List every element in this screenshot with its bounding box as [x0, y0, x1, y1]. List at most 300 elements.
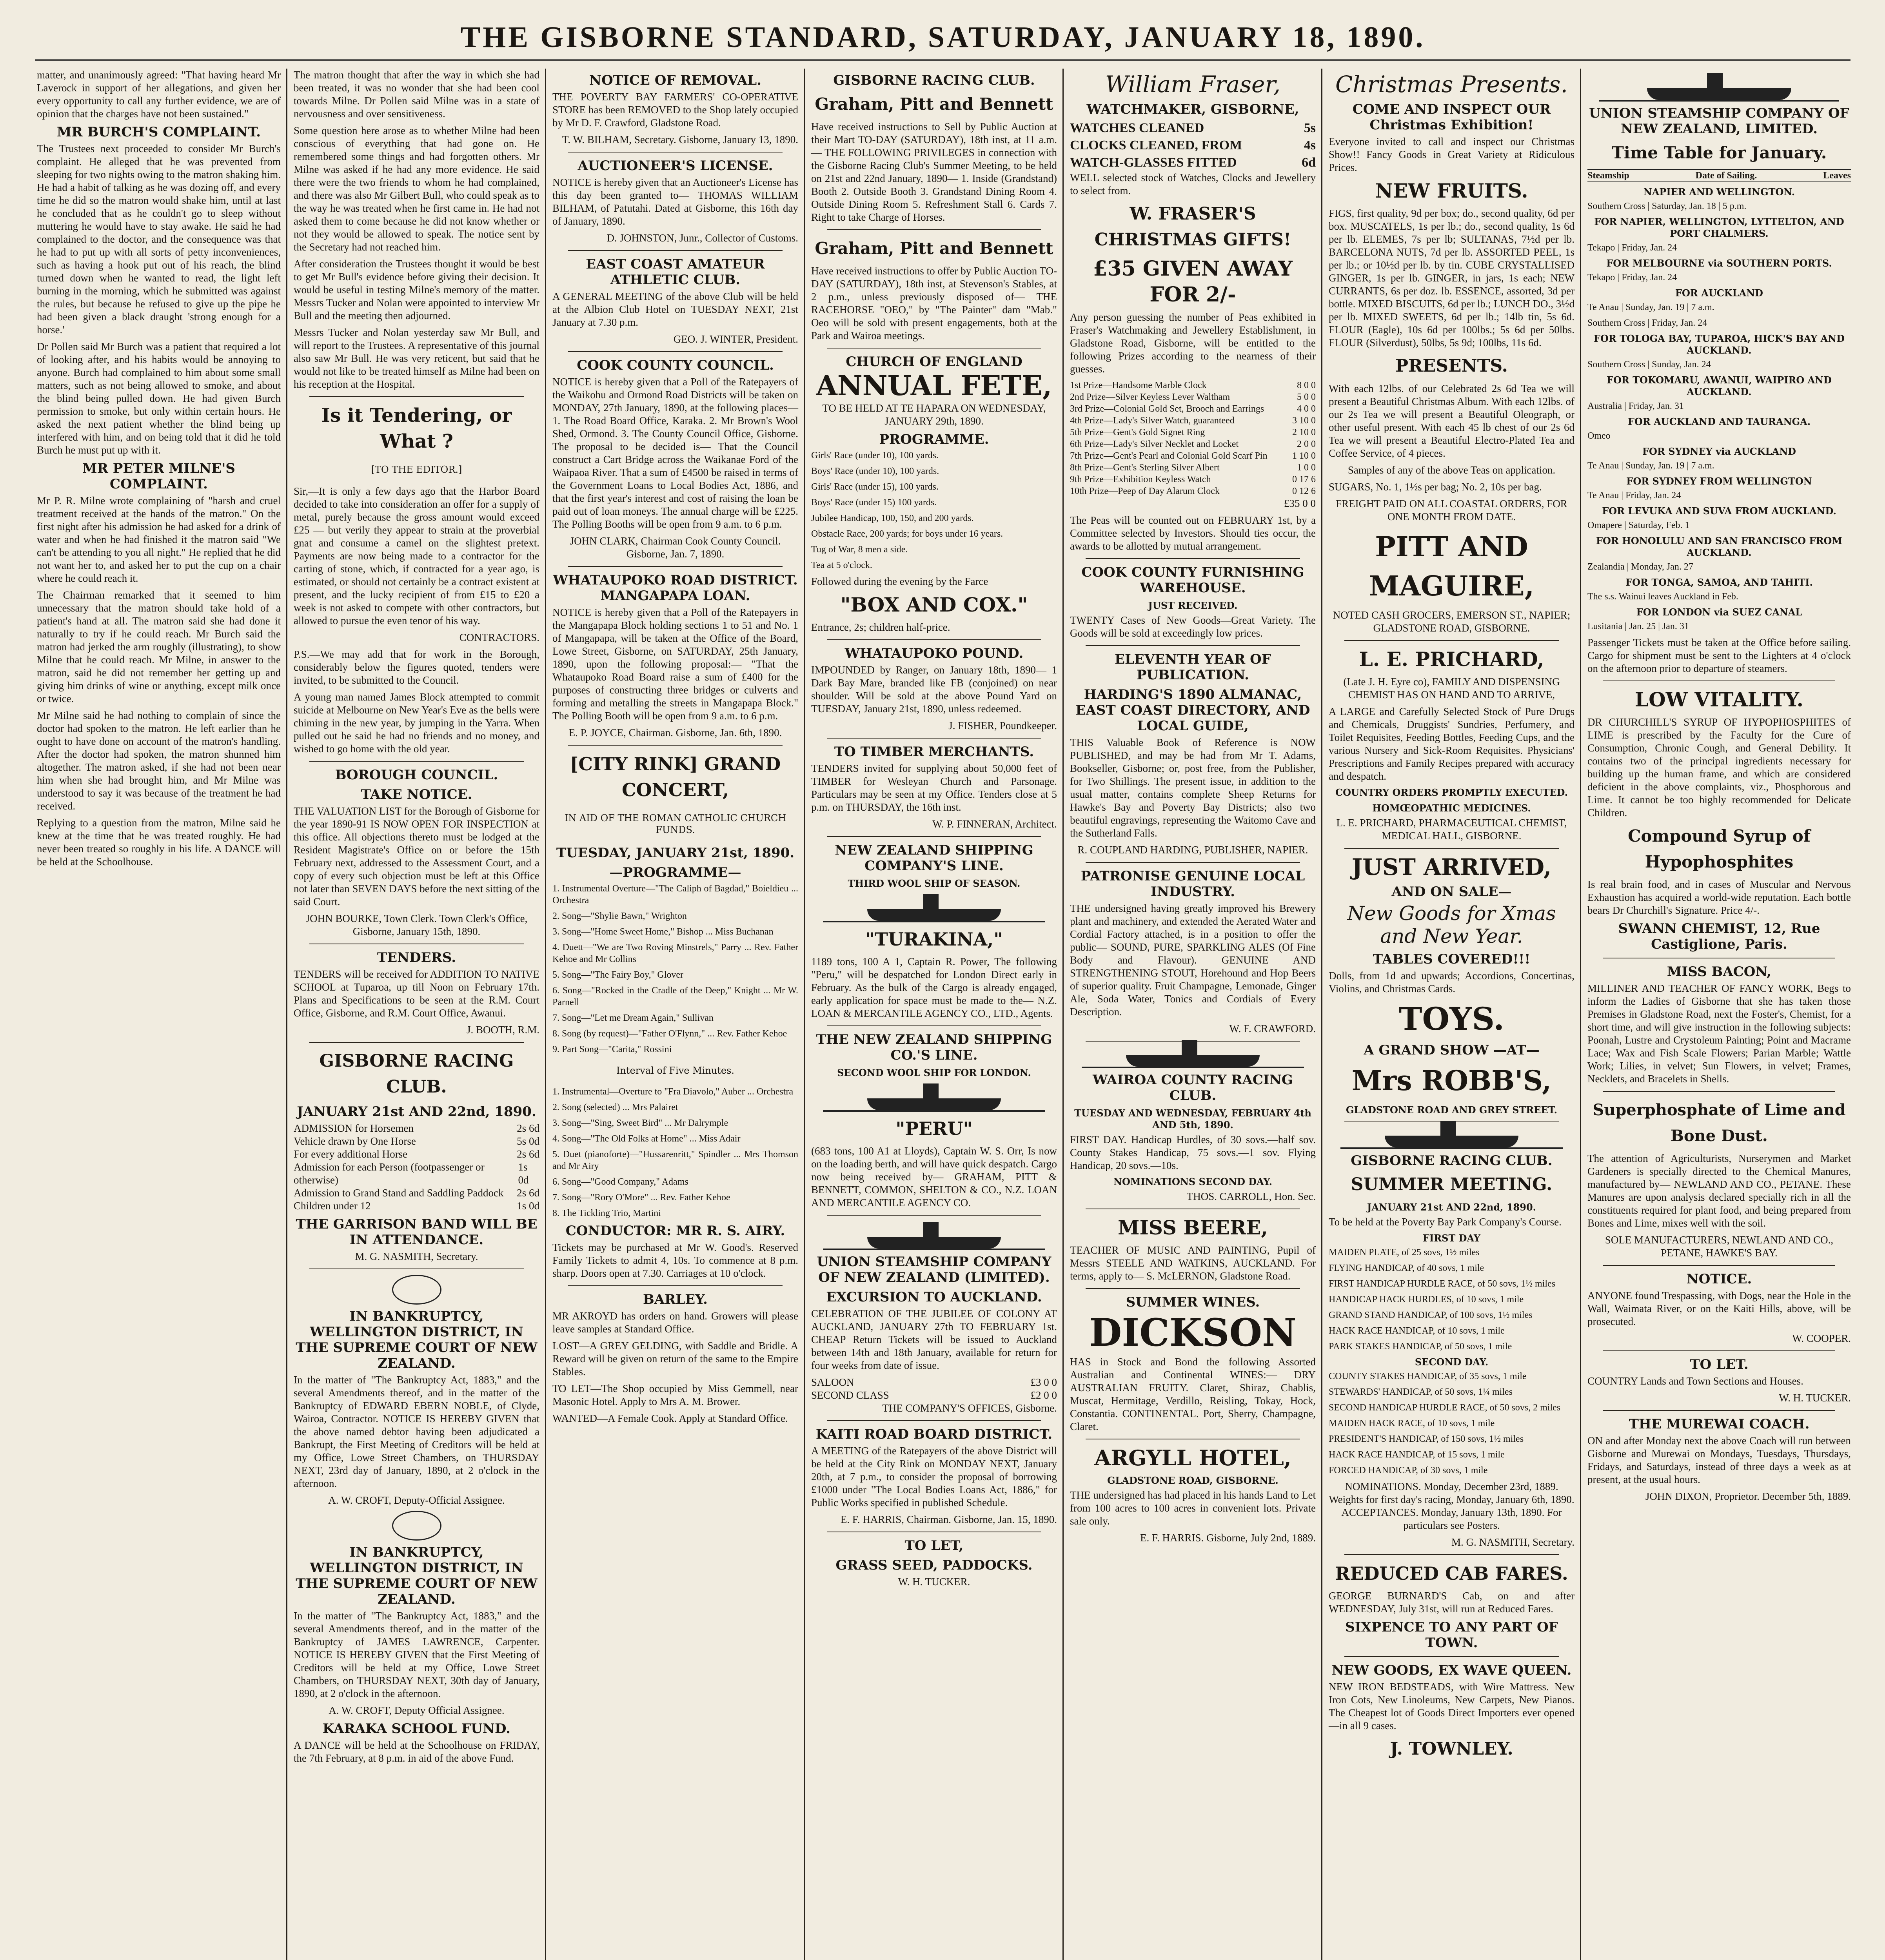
ad-text: TWENTY Cases of New Goods—Great Variety. The Goods will be sold at exceedingly low prices.	[1070, 614, 1316, 639]
ad-signature: W. F. CRAWFORD.	[1229, 1023, 1316, 1034]
ad-text: 1189 tons, 100 A 1, Captain R. Power, The following "Peru," will be despatched for London Direct early in February. As the bulk of the Cargo is already engaged, early application for space must be made to the— N.Z. LOAN & MERCANTILE AGENCY CO., LTD., Agents.	[811, 956, 1057, 1019]
ad-subheading: TABLES COVERED!!!	[1373, 951, 1531, 967]
ad-signature: L. E. PRICHARD, PHARMACEUTICAL CHEMIST, MEDICAL HALL, GISBORNE.	[1336, 817, 1567, 842]
fete-item: Tug of War, 8 men a side.	[811, 544, 908, 555]
programme-item: 1. Instrumental—Overture to "Fra Diavolo," Auber ... Orchestra	[552, 1087, 794, 1097]
letter-text: Sir,—It is only a few days ago that the Harbor Board decided to take into consideration an offer for a supply of metal, purely because the gross amount would exceed £25 — but verily they appear to strain at the proverbial gnat and consume a camel on the slightest pretext. Payments are now being made to a contractor for the carting of stone, which, if contracted for a year ago, is estimated, or should not certainly be a contract existent at present, and the lucky recipient of from £15 to £20 a week is not asked to compete with other contractors, but allowed to pursue the even tenor of his way.	[294, 485, 539, 626]
divider	[568, 566, 783, 567]
programme-heading: —PROGRAMME—	[609, 865, 741, 880]
ad-signature: M. G. NASMITH, Secretary.	[355, 1250, 478, 1262]
price-row: WATCH-GLASSES FITTED 6d	[1070, 155, 1316, 170]
article-text: Mr Milne said he had nothing to complain of since the doctor had spoken to the matron. He left earlier than he ought to have done on account of the matron's handling. After the doctor had spoken, the matron shunned him altogether. The matron asked, if she had not been near him when she had brought him, and Mr Milne was understood to say it was because of the treatment he had received.	[37, 710, 281, 812]
ad-text: TENDERS will be received for ADDITION TO NATIVE SCHOOL at Tuparoa, up till Noon on February 17th. Plans and Specifications to be seen at the R.M. Court Office, Gisborne, and R.M. Court Office, Awanui.	[294, 968, 539, 1019]
divider	[309, 1042, 524, 1043]
hotel-name: ARGYLL HOTEL,	[1094, 1445, 1291, 1470]
divider	[1086, 645, 1300, 646]
route-row: Southern Cross | Friday, Jan. 24	[1587, 318, 1707, 328]
racehorse-engraving	[1082, 1047, 1304, 1068]
farce-title: "BOX AND COX."	[840, 593, 1028, 616]
ad-heading: KAITI ROAD BOARD DISTRICT.	[815, 1426, 1053, 1442]
ad-text: A LARGE and Carefully Selected Stock of Pure Drugs and Chemicals, Druggists' Sundries, Perfumery, and Toilet Requisites, Feeding Bottles, Feeding Cups, and the various Nursery and Sick-Room Requisites. Physicians' Prescriptions and Family Recipes prepared with accuracy and despatch.	[1329, 706, 1574, 782]
ad-heading: Compound Syrup of Hypophosphites	[1628, 826, 1811, 871]
ad-text: LOST—A GREY GELDING, with Saddle and Bridle. A Reward will be given on return of the same to the Empire Stables.	[552, 1340, 798, 1377]
ad-signature: W. COOPER.	[1792, 1332, 1851, 1344]
ad-text: GEORGE BURNARD'S Cab, on and after WEDNESDAY, July 31st, will run at Reduced Fares.	[1329, 1590, 1574, 1615]
divider	[1603, 1091, 1835, 1092]
ad-signature: SOLE MANUFACTURERS, NEWLAND AND CO., PETANE, HAWKE'S BAY.	[1605, 1234, 1834, 1259]
timetable-header: Steamship Date of Sailing. Leaves	[1587, 169, 1851, 182]
teacher-name: MISS BEERE,	[1118, 1216, 1268, 1239]
auctioneer-name: Graham, Pitt and Bennett	[815, 94, 1053, 114]
letter-title: Is it Tendering, or What ?	[321, 405, 512, 452]
ad-text: Any person guessing the number of Peas exhibited in Fraser's Watchmaking and Jewellery Establishment, in Gladstone Road, Gisborne, will be entitled to the following Prizes according to the nearness of their guesses.	[1070, 311, 1316, 375]
ad-text: Have received instructions to offer by Public Auction TO-DAY (SATURDAY), 18th inst, at Stevenson's Stables, at 2 p.m., unless previously disposed of— THE RACEHORSE "OEO," by "The Painter" dam "Mab." Oeo will be sold with present engagements, both at the Park and Wairoa meetings.	[811, 265, 1057, 341]
ship-name: "TURAKINA,"	[865, 929, 1003, 950]
ad-subheading: SECOND DAY.	[1415, 1356, 1489, 1368]
fete-title: ANNUAL FETE,	[816, 369, 1052, 402]
ad-heading: HARDING'S 1890 ALMANAC, EAST COAST DIRECTORY, AND LOCAL GUIDE,	[1075, 687, 1310, 734]
ad-heading: NOTICE OF REMOVAL.	[589, 73, 761, 88]
ad-heading: £35 GIVEN AWAY FOR 2/-	[1093, 257, 1293, 307]
fare-row: SALOON £3 0 0	[811, 1376, 1057, 1388]
price-row: Vehicle drawn by One Horse 5s 0d	[294, 1135, 539, 1147]
ad-heading: TO LET,	[904, 1538, 964, 1553]
ad-text: (683 tons, 100 A1 at Lloyds), Captain W. S. Orr, Is now on the loading berth, and will have quick despatch. Cargo now being received by— GRAHAM, PITT & BENNETT, COMMON, SHELTON & CO., N.Z. LOAN AND MERCANTILE AGENCY CO.	[811, 1145, 1057, 1209]
race-item: FLYING HANDICAP, of 40 sovs, 1 mile	[1329, 1263, 1484, 1273]
ad-subheading: AND ON SALE—	[1391, 884, 1512, 900]
column-3	[547, 69, 804, 1960]
programme-item: 8. Song (by request)—"Father O'Flynn," ... Rev. Father Kehoe	[552, 1029, 787, 1039]
route-title: NAPIER AND WELLINGTON.	[1643, 186, 1795, 198]
race-item: STEWARDS' HANDICAP, of 50 sovs, 1¼ miles	[1329, 1387, 1513, 1397]
article-text: Replying to a question from the matron, Milne said he knew at the time that he was treated roughly. He had never been treated so roughly in his life. A DANCE will be held at the Schoolhouse.	[37, 817, 281, 867]
ad-heading: TENDERS.	[377, 950, 456, 965]
section-heading: MR PETER MILNE'S COMPLAINT.	[82, 461, 235, 492]
ad-text: MILLINER AND TEACHER OF FANCY WORK, Begs to inform the Ladies of Gisborne that she has taken those Premises in Gladstone Road, next the Foster's, Chemist, for a short time, and will give instruction in the following subjects: Poonah, Lustre and Crystoleum Painting; Point and Macrame Lace; Wax and Fish Scale Flowers; Parian Marble; Wattle Work; Lilies, in velvet; Sun Flowers, in velvet; Frames, Necklets, and Bracelets in Shells.	[1587, 982, 1851, 1085]
route-title: FOR TONGA, SAMOA, AND TAHITI.	[1625, 577, 1813, 588]
ad-heading: Christmas Presents.	[1335, 71, 1568, 98]
ship-engraving	[823, 1083, 1045, 1112]
ad-text: HAS in Stock and Bond the following Assorted Australian and Continental WINES:— DRY AUSTRALIAN FRUITY. Claret, Shiraz, Chablis, Muscat, Hermitage, Verdillo, Reisling, Tokay, Hock, Constantia. CONTINENTAL. Port, Sherry, Champagne, Claret.	[1070, 1356, 1316, 1432]
prize-row: 5th Prize—Gent's Gold Signet Ring 2 10 0	[1070, 427, 1316, 437]
ad-text: NOTICE is hereby given that an Auctioneer's License has this day been granted to— THOMAS WILLIAM BILHAM, of Patutahi. Dated at Gisborne, this 16th day of January, 1890.	[552, 176, 798, 227]
column-rule	[286, 69, 287, 1960]
ad-text: THE VALUATION LIST for the Borough of Gisborne for the year 1890-91 IS NOW OPEN FOR INSPECTION at this office. All objections thereto must be lodged at the Resident Magistrate's Office on or before the 15th February next, addressed to the Assessment Court, and a copy of every such objection must be left at this Office not later than SEVEN DAYS before the next sitting of the said Court.	[294, 805, 539, 907]
ad-heading: SUMMER WINES.	[1126, 1294, 1260, 1310]
price-row: WATCHES CLEANED 5s	[1070, 121, 1316, 135]
fete-place: TO BE HELD AT TE HAPARA ON WEDNESDAY, JANUARY 29th, 1890.	[822, 402, 1046, 427]
ad-signature: R. COUPLAND HARDING, PUBLISHER, NAPIER.	[1077, 844, 1308, 856]
column-5	[1064, 69, 1321, 1960]
service-price-list	[1070, 120, 1316, 171]
race-item: HACK RACE HANDICAP, of 15 sovs, 1 mile	[1329, 1450, 1505, 1460]
ad-text: The attention of Agriculturists, Nurserymen and Market Gardeners is specially directed to the Chemical Manures, manufactured by— NEWLAND AND CO., PETANE. These Manures are upon analysis declared specially rich in all the constituents required for plant food, and being prepared from Bones and Lime, mixes well with the soil.	[1587, 1152, 1851, 1229]
ad-subheading: FIRST DAY	[1422, 1232, 1481, 1244]
ad-signature: M. G. NASMITH, Secretary.	[1451, 1536, 1574, 1548]
divider	[1344, 1554, 1559, 1555]
prize-row: 3rd Prize—Colonial Gold Set, Brooch and Earrings 4 0 0	[1070, 404, 1316, 414]
divider	[568, 351, 783, 352]
ad-heading: TO LET.	[1690, 1357, 1749, 1372]
timetable-title: Time Table for January.	[1611, 143, 1827, 162]
ad-text: THE undersigned has had placed in his hands Land to Let from 100 acres to 100 acres in convenient lots. Private sale only.	[1070, 1489, 1316, 1527]
programme-item: 6. Song—"Rocked in the Cradle of the Deep," Knight ... Mr W. Parnell	[552, 985, 798, 1007]
steamship-engraving	[1599, 73, 1839, 102]
ad-text: FIGS, first quality, 9d per box; do., second quality, 6d per box. MUSCATELS, 1s per lb.; do., second quality, 1s 6d per lb. ELEMES, 7s per lb; SULTANAS, 7½d per lb. BARCELONA NUTS, 7d per lb. ASSORTED PEEL, 1s per lb.; or 10½d per lb. by tin. CUBE CRYSTALLISED GINGER, 1s per lb. GINGER, in jars, 1s each; NEW CURRANTS, 6s per doz. lb. ESSENCE, assorted, 3d per bottle. MIXED BISCUITS, 6d per lb.; LUNCH DO., 3½d per lb. MIXED SWEETS, 6d per lb.; 14lb tin, 5s 6d. FLOUR (Eagle), 10s 6d per 100lbs.; 5s 6d per 50lbs. FLOUR (Silverdust), 50lbs, 5s 9d; 100lbs, 11s 6d.	[1329, 207, 1574, 348]
programme-item: 7. Song—"Let me Dream Again," Sullivan	[552, 1013, 714, 1023]
royal-arms-emblem	[392, 1511, 441, 1541]
divider	[568, 1285, 783, 1286]
divider	[1603, 1410, 1835, 1411]
ad-heading: AUCTIONEER'S LICENSE.	[577, 158, 773, 174]
shop-subtitle: WATCHMAKER, GISBORNE,	[1086, 102, 1299, 117]
ad-signature: E. F. HARRIS, Chairman. Gisborne, Jan. 15, 1890.	[840, 1514, 1057, 1525]
route-row: Omeo	[1587, 431, 1611, 441]
divider	[1344, 1656, 1559, 1657]
price-row: ADMISSION for Horsemen 2s 6d	[294, 1122, 539, 1134]
route-row: Te Anau | Sunday, Jan. 19 | 7 a.m.	[1587, 302, 1714, 312]
ad-signature: E. P. JOYCE, Chairman. Gisborne, Jan. 6th, 1890.	[568, 727, 782, 739]
ad-heading: PRESENTS.	[1395, 356, 1508, 376]
ad-subheading: COME AND INSPECT OUR Christmas Exhibition!	[1352, 102, 1551, 133]
programme-item: 4. Duett—"We are Two Roving Minstrels," Parry ... Rev. Father Kehoe and Mr Collins	[552, 942, 798, 964]
divider	[1086, 558, 1300, 559]
divider	[309, 761, 524, 762]
article-text: After consideration the Trustees thought it would be best to get Mr Bull's evidence before giving their decision. It would be useful in testing Milne's memory of the matter. Messrs Tucker and Nolan were appointed to interview Mr Bull and the meeting then adjourned.	[294, 258, 539, 321]
shop-name: Mrs ROBB'S,	[1351, 1064, 1552, 1097]
route-title: FOR LEVUKA AND SUVA FROM AUCKLAND.	[1602, 505, 1836, 517]
ad-text: Tickets may be purchased at Mr W. Good's. Reserved Family Tickets to admit 4, 10s. To commence at 8 p.m. sharp. Doors open at 7.30. Carriages at 10 o'clock.	[552, 1241, 798, 1279]
ad-signature: THOS. CARROLL, Hon. Sec.	[1186, 1191, 1316, 1202]
article-text: Dr Pollen said Mr Burch was a patient that required a lot of looking after, and his habits would be annoying to anyone. Burch had complained to him about some small matters, such as not being allowed to smoke, and about the blind being pulled down. He had given Burch permission to smoke, but only within certain hours. He asked the next patient whether the blind being up interfered with him, and on being told that it did he told Burch he must put up with it.	[37, 341, 281, 456]
fare-row: SECOND CLASS £2 0 0	[811, 1389, 1057, 1401]
route-title: FOR AUCKLAND	[1675, 287, 1763, 299]
shop-name: William Fraser,	[1105, 71, 1281, 98]
prize-row: 6th Prize—Lady's Silver Necklet and Locket 2 0 0	[1070, 439, 1316, 449]
column-rule	[1321, 69, 1322, 1960]
route-row: Tekapo | Friday, Jan. 24	[1587, 243, 1677, 253]
ad-heading: REDUCED CAB FARES.	[1335, 1563, 1568, 1584]
interval-note: Interval of Five Minutes.	[616, 1065, 735, 1076]
divider	[568, 745, 783, 746]
royal-arms-emblem	[392, 1275, 441, 1305]
ad-subheading: A GRAND SHOW —AT—	[1364, 1042, 1540, 1058]
programme-item: 3. Song—"Sing, Sweet Bird" ... Mr Dalrymple	[552, 1118, 728, 1128]
column-4	[806, 69, 1062, 1960]
ad-text: COUNTRY Lands and Town Sections and Houses.	[1587, 1375, 1803, 1387]
race-item: FORCED HANDICAP, of 30 sovs, 1 mile	[1329, 1465, 1488, 1475]
column-1	[31, 69, 286, 1960]
programme-item: 5. Song—"The Fairy Boy," Glover	[552, 970, 684, 980]
race-item: FIRST HANDICAP HURDLE RACE, of 50 sovs, 1½ miles	[1329, 1279, 1556, 1289]
ad-subheading: GLADSTONE ROAD, GISBORNE.	[1107, 1475, 1278, 1486]
ad-text: THE undersigned having greatly improved his Brewery plant and machinery, and extended the Aerated Water and Cordial Factory attached, is in a position to offer the public— SOUND, PURE, SPARKLING ALES (Of Fine Body and Flavour). GENUINE AND STRENGTHENING STOUT, Horehound and Hop Beers of superior quality. Fruit Champagne, Lemonade, Ginger Ale, Soda Water, Tonics and Cordials of Every Description.	[1070, 902, 1316, 1018]
ad-text: THE POVERTY BAY FARMERS' CO-OPERATIVE STORE has been REMOVED to the Shop lately occupied by Mr D. F. Crawford, Gladstone Road.	[552, 91, 798, 129]
ad-text: Everyone invited to call and inspect our Christmas Show!! Fancy Goods in Great Variety at Ridiculous Prices.	[1329, 136, 1574, 173]
divider	[309, 396, 524, 397]
ad-heading: NEW ZEALAND SHIPPING COMPANY'S LINE.	[835, 842, 1033, 874]
route-title: FOR TOKOMARU, AWANUI, WAIPIRO AND AUCKLAND.	[1606, 374, 1832, 397]
programme-list	[552, 883, 798, 1055]
route-title: FOR TOLOGA BAY, TUPAROA, HICK'S BAY AND AUCKLAND.	[1593, 333, 1845, 356]
divider	[1086, 862, 1300, 863]
chemist-name: L. E. PRICHARD,	[1359, 648, 1544, 671]
ad-heading: UNION STEAMSHIP COMPANY OF NEW ZEALAND, LIMITED.	[1589, 105, 1849, 137]
programme-list	[552, 1086, 798, 1219]
route-title: FOR SYDNEY via AUCKLAND	[1642, 446, 1796, 457]
ad-text: NOTICE is hereby given that a Poll of the Ratepayers of the Waikohu and Ormond Road Districts will be taken on MONDAY, 27th January, 1890, at the following places— 1. The Road Board Office, Karaka. 2. Mr Brown's Wool Shed, Ormond. 3. The County Council Office, Gisborne. The proposal to be decided is— That the Council construct a Cart Bridge across the Waikanae Ford of the Waipaoa River. That a sum of £4500 be raised in terms of the Government Loans to Local Bodies Act, 1886, and that the first year's interest and cost of raising the loan be paid out of loan moneys. The annual charge will be £225. The Polling Booths will be open from 9 a.m. to 6 p.m.	[552, 376, 798, 530]
route-row: Southern Cross | Saturday, Jan. 18 | 5 p.m.	[1587, 201, 1747, 211]
route-row: Te Anau | Sunday, Jan. 19 | 7 a.m.	[1587, 461, 1714, 471]
merchant-name: DICKSON	[1089, 1310, 1297, 1355]
race-item: SECOND HANDICAP HURDLE RACE, of 50 sovs, 2 miles	[1329, 1403, 1561, 1413]
price-row: Children under 12 1s 0d	[294, 1200, 539, 1212]
article-text: The Chairman remarked that it seemed to him unnecessary that the matron should take hold of a patient's hand at all. The matron said she had done it naturally to try if he could reach. Mr Burch said the matron had jerked the arm roughly (illustrating), to show Milne that he could reach. Mr Milne, in answer to the matron, said he did not remember her getting up and giving him drinks of wine or anything, except milk once or twice.	[37, 589, 281, 704]
ad-heading: GISBORNE RACING CLUB.	[1351, 1153, 1553, 1169]
ad-signature: D. JOHNSTON, Junr., Collector of Customs.	[607, 232, 798, 244]
fete-item: Boys' Race (under 10), 100 yards.	[811, 466, 939, 476]
ad-subheading: SECOND WOOL SHIP FOR LONDON.	[837, 1067, 1031, 1078]
race-list	[1329, 1370, 1574, 1476]
prize-row: 9th Prize—Exhibition Keyless Watch 0 17 6	[1070, 474, 1316, 485]
ad-text: In the matter of "The Bankruptcy Act, 1883," and the several Amendments thereof, and in the matter of the Bankruptcy of JAMES LAWRENCE, Carpenter. NOTICE IS HEREBY GIVEN that the First Meeting of Creditors will be held at my Office, Lowe Street Chambers, on THURSDAY NEXT, 30th day of January, 1890, at 2 o'clock in the afternoon.	[294, 1610, 539, 1699]
divider	[827, 836, 1041, 837]
fete-item: Boys' Race (under 15) 100 yards.	[811, 497, 937, 508]
route-row: The s.s. Wainui leaves Auckland in Feb.	[1587, 592, 1738, 602]
column-rule	[1062, 69, 1064, 1960]
ad-heading: WHATAUPOKO POUND.	[844, 646, 1024, 661]
price-row: Admission for each Person (footpassenger or otherwise) 1s 0d	[294, 1161, 529, 1186]
prize-row: 8th Prize—Gent's Sterling Silver Albert 1 0 0	[1070, 463, 1316, 473]
ad-signature: W. H. TUCKER.	[898, 1576, 970, 1588]
ad-heading: GISBORNE RACING CLUB.	[833, 73, 1035, 88]
ad-heading: BARLEY.	[643, 1292, 708, 1307]
ad-subheading: GLADSTONE ROAD AND GREY STREET.	[1346, 1104, 1557, 1116]
ad-text: With each 12lbs. of our Celebrated 2s 6d Tea we will present a Beautiful Christmas Album. With each 12lbs. of our 2s Tea we will present a Beautiful Oleograph, or other useful present. With each 45 lb chest of our 2s 6d Tea we will present a Beautiful Electro-Plated Tea and Coffee Service, of 4 pieces.	[1329, 383, 1574, 459]
ad-heading: TOYS.	[1398, 1000, 1505, 1037]
race-item: HACK RACE HANDICAP, of 10 sovs, 1 mile	[1329, 1326, 1505, 1336]
ad-text: TEACHER OF MUSIC AND PAINTING, Pupil of Messrs STEELE AND WATKINS, AUCKLAND. For terms, apply to— S. McLERNON, Gladstone Road.	[1070, 1244, 1316, 1282]
ad-heading: IN BANKRUPTCY, WELLINGTON DISTRICT, IN THE SUPREME COURT OF NEW ZEALAND.	[296, 1544, 538, 1607]
ad-heading: THE NEW ZEALAND SHIPPING CO.'S LINE.	[816, 1032, 1052, 1063]
masthead: THE GISBORNE STANDARD, SATURDAY, JANUARY 18, 1890.	[35, 16, 1850, 61]
route-row: Australia | Friday, Jan. 31	[1587, 401, 1684, 411]
divider	[1086, 1288, 1300, 1289]
ad-signature: E. F. HARRIS. Gisborne, July 2nd, 1889.	[1140, 1532, 1316, 1544]
ad-heading: GISBORNE RACING CLUB.	[319, 1051, 514, 1097]
route-row: Tekapo | Friday, Jan. 24	[1587, 272, 1677, 283]
column-2	[288, 69, 545, 1960]
route-title: FOR NAPIER, WELLINGTON, LYTTELTON, AND PORT CHALMERS.	[1594, 216, 1844, 239]
column-rule	[1580, 69, 1581, 1960]
column-6	[1323, 69, 1580, 1960]
ad-text: THIS Valuable Book of Reference is NOW PUBLISHED, and may be had from Mr T. Adams, Bookseller, Gisborne; or, post free, from the Publisher, for Two Shillings. The present issue, in addition to the usual matter, contains complete Sheep Returns for Hawke's Bay and Poverty Bay Districts; also two beautiful engravings, representing the Waitomo Cave and the Sutherland Falls.	[1070, 737, 1316, 839]
column-rule	[804, 69, 805, 1960]
ad-heading: COOK COUNTY COUNCIL.	[577, 358, 774, 373]
ad-text: Samples of any of the above Teas on application.	[1347, 464, 1556, 476]
ad-text: IMPOUNDED by Ranger, on January 18th, 1890— 1 Dark Bay Mare, branded like FB (conjoined) on near shoulder. Will be sold at the above Pound Yard on TUESDAY, January 21st, 1890, unless redeemed.	[811, 664, 1057, 715]
ad-heading: THE GARRISON BAND WILL BE IN ATTENDANCE.	[296, 1216, 538, 1248]
section-heading: MR BURCH'S COMPLAINT.	[56, 124, 261, 140]
programme-item: 4. Song—"The Old Folks at Home" ... Miss Adair	[552, 1134, 741, 1144]
ad-heading: UNION STEAMSHIP COMPANY OF NEW ZEALAND (LIMITED).	[817, 1254, 1051, 1285]
divider	[1603, 1350, 1835, 1351]
route-row: Southern Cross | Sunday, Jan. 24	[1587, 359, 1711, 370]
ad-text: Dolls, from 1d and upwards; Accordions, Concertinas, Violins, and Christmas Cards.	[1329, 970, 1574, 995]
ad-heading: W. FRASER'S CHRISTMAS GIFTS!	[1094, 204, 1291, 250]
ad-text: To be held at the Poverty Bay Park Company's Course.	[1329, 1216, 1562, 1228]
ad-text: TO LET—The Shop occupied by Miss Gemmell, near Masonic Hotel. Apply to Mrs A. M. Brower.	[552, 1383, 798, 1407]
ad-heading: NEW FRUITS.	[1375, 179, 1528, 202]
ad-text: NOMINATIONS. Monday, December 23rd, 1889. Weights for first day's racing, Monday, January 6th, 1890. ACCEPTANCES. Monday, January 13th, 1890. For particulars see Posters.	[1329, 1481, 1574, 1531]
ad-text: ANYONE found Trespassing, with Dogs, near the Hole in the Wall, Waimata River, or on the Kaiti Hills, above, will be prosecuted.	[1587, 1290, 1851, 1327]
ad-subheading: NOMINATIONS SECOND DAY.	[1113, 1176, 1272, 1187]
conductor: CONDUCTOR: MR R. S. AIRY.	[565, 1223, 785, 1239]
ad-heading: NOTICE.	[1686, 1271, 1752, 1287]
ad-text: Followed during the evening by the Farce	[811, 575, 988, 587]
ad-heading: MISS BACON,	[1667, 964, 1772, 980]
ad-text: GRASS SEED, PADDOCKS.	[835, 1557, 1033, 1573]
price-row: For every additional Horse 2s 6d	[294, 1148, 539, 1160]
route-title: FOR LONDON via SUEZ CANAL	[1636, 606, 1802, 618]
ad-signature: W. H. TUCKER.	[1779, 1392, 1851, 1404]
ad-signature: J. BOOTH, R.M.	[466, 1024, 539, 1036]
concert-subtitle: IN AID OF THE ROMAN CATHOLIC CHURCH FUNDS.	[564, 813, 786, 835]
route-row: Zealandia | Monday, Jan. 27	[1587, 562, 1693, 572]
programme-heading: PROGRAMME.	[879, 432, 989, 447]
ad-subheading: JANUARY 21st AND 22nd, 1890.	[297, 1104, 536, 1120]
ad-heading: PATRONISE GENUINE LOCAL INDUSTRY.	[1081, 868, 1305, 900]
race-item: HANDICAP HACK HURDLES, of 10 sovs, 1 mile	[1329, 1294, 1524, 1305]
divider	[1344, 640, 1559, 641]
ad-signature: GEO. J. WINTER, President.	[673, 333, 798, 345]
programme-item: 7. Song—"Rory O'More" ... Rev. Father Kehoe	[552, 1192, 730, 1203]
ad-text: Is real brain food, and in cases of Muscular and Nervous Exhaustion has acquired a world-wide reputation. Each bottle bears Dr Churchill's Signature. Price 4/-.	[1587, 878, 1851, 916]
ad-signature: THE COMPANY'S OFFICES, Gisborne.	[882, 1402, 1057, 1414]
fete-item: Jubilee Handicap, 100, 150, and 200 yards.	[811, 513, 974, 523]
article-text: A young man named James Block attempted to commit suicide at Melbourne on New Year's Eve as the bells were chiming in the new year, by jumping in the Yarra. When pulled out he said he had no friends and no money, and wished to go home with the old year.	[294, 691, 539, 755]
prize-row: 10th Prize—Peep of Day Alarum Clock 0 12 6	[1070, 486, 1316, 496]
divider	[827, 1025, 1041, 1026]
divider	[568, 250, 783, 251]
ad-text: A DANCE will be held at the Schoolhouse on FRIDAY, the 7th February, at 8 p.m. in aid of the above Fund.	[294, 1739, 539, 1764]
prize-row: 2nd Prize—Silver Keyless Lever Waltham 5 0 0	[1070, 392, 1316, 402]
ad-heading: WHATAUPOKO ROAD DISTRICT. MANGAPAPA LOAN.	[553, 572, 798, 604]
article-text: The Trustees next proceeded to consider Mr Burch's complaint. He alleged that he was prevented from sleeping for two nights owing to the matron shaking him. He had a habit of talking as he was dozing off, and every time he did so the matron would shake him, until at last he concluded that as he couldn't go to sleep without muttering he would have to stay awake. He said he had complained to the doctor, and the consequence was that he had to put up with all sorts of petty inconveniences, such as having a hook put out of his reach, the blind turned down when he wanted to read, the light left burning in the morning, which he submitted was against the rules, but because he refused to give up the pipe he had been given a black draught 'strong enough for a horse.'	[37, 143, 281, 336]
divider	[827, 229, 1041, 230]
price-row: CLOCKS CLEANED, FROM 4s	[1070, 138, 1316, 152]
ad-signature: W. P. FINNERAN, Architect.	[932, 818, 1057, 830]
ad-text: FIRST DAY. Handicap Hurdles, of 30 sovs.—half sov. County Stakes Handicap, 75 sovs.—1 sov. Flying Handicap, 20 sovs.—10s.	[1070, 1134, 1316, 1171]
ad-heading: NEW GOODS, EX WAVE QUEEN.	[1331, 1662, 1572, 1678]
ad-signature: T. W. BILHAM, Secretary. Gisborne, January 13, 1890.	[562, 134, 798, 145]
ad-heading: THE MUREWAI COACH.	[1629, 1416, 1810, 1432]
ship-name: "PERU"	[895, 1118, 973, 1139]
ad-text: A GENERAL MEETING of the above Club will be held at the Albion Club Hotel on TUESDAY NEXT, 21st January at 7.30 p.m.	[552, 290, 798, 328]
race-item: PRESIDENT'S HANDICAP, of 150 sovs, 1½ miles	[1329, 1434, 1524, 1444]
programme-item: 9. Part Song—"Carita," Rossini	[552, 1044, 672, 1054]
race-item: GRAND STAND HANDICAP, of 100 sovs, 1½ miles	[1329, 1310, 1533, 1320]
ad-heading: BOROUGH COUNCIL.	[335, 767, 498, 783]
fete-item: Girls' Race (under 10), 100 yards.	[811, 450, 939, 461]
column-rule	[545, 69, 546, 1960]
concert-date: TUESDAY, JANUARY 21st, 1890.	[556, 845, 795, 861]
prize-list	[1070, 379, 1316, 497]
fete-item: Obstacle Race, 200 yards; for boys under 16 years.	[811, 529, 1003, 539]
programme-item: 1. Instrumental Overture—"The Caliph of Bagdad," Boieldieu ... Orchestra	[552, 884, 798, 906]
ad-signature: A. W. CROFT, Deputy Official Assignee.	[329, 1704, 505, 1716]
ad-text: A MEETING of the Ratepayers of the above District will be held at the City Rink on MONDAY NEXT, January 20th, at 7 p.m., to consider the proposal of borrowing £1000 under "The Local Bodies Loans Act, 1886," for Public Works specified in published Schedule.	[811, 1445, 1057, 1508]
ad-signature: SWANN CHEMIST, 12, Rue Castiglione, Paris.	[1618, 921, 1820, 952]
ship-engraving	[823, 1221, 1045, 1250]
ad-heading: WAIROA COUNTY RACING CLUB.	[1093, 1072, 1293, 1103]
ad-heading: COOK COUNTY FURNISHING WAREHOUSE.	[1081, 564, 1304, 596]
race-item: COUNTY STAKES HANDICAP, of 35 sovs, 1 mile	[1329, 1371, 1527, 1381]
ad-signature: J. FISHER, Poundkeeper.	[948, 720, 1057, 731]
ad-text: TENDERS invited for supplying about 50,000 feet of TIMBER for Wesleyan Church and Parsonage. Particulars may be seen at my Office. Tenders close at 5 p.m. on THURSDAY, the 16th inst.	[811, 762, 1057, 813]
ad-subheading: EXCURSION TO AUCKLAND.	[826, 1289, 1042, 1305]
route-row: Lusitania | Jan. 25 | Jan. 31	[1587, 621, 1689, 632]
ad-subheading: HOMŒOPATHIC MEDICINES.	[1372, 802, 1531, 814]
prize-row: 4th Prize—Lady's Silver Watch, guaranteed 3 10 0	[1070, 416, 1316, 426]
programme-item: 3. Song—"Home Sweet Home," Bishop ... Miss Buchanan	[552, 927, 774, 937]
race-item: MAIDEN HACK RACE, of 10 sovs, 1 mile	[1329, 1418, 1495, 1428]
grocer-name: PITT AND MAGUIRE,	[1369, 530, 1535, 602]
prize-row: 7th Prize—Gent's Pearl and Colonial Gold Scarf Pin 1 10 0	[1070, 451, 1316, 461]
article-text: matter, and unanimously agreed: "That having heard Mr Laverock in support of her allegations, and given her every opportunity to call any further evidence, we are of opinion that the charges have not been sustained."	[37, 69, 281, 120]
column-7	[1582, 69, 1856, 1960]
route-row: Te Anau | Friday, Jan. 24	[1587, 490, 1681, 501]
divider	[827, 1420, 1041, 1421]
ad-subheading: TUESDAY AND WEDNESDAY, FEBRUARY 4th AND 5th, 1890.	[1074, 1107, 1311, 1131]
ad-subheading: JANUARY 21st AND 22nd, 1890.	[1367, 1201, 1536, 1213]
ad-text: NOTICE is hereby given that a Poll of the Ratepayers in the Mangapapa Block holding sections 1 to 51 and No. 1 of Mangapapa, will be taken at the Office of the Board, Lowe Street, Gisborne, on SATURDAY, 25th January, 1890, upon the following proposal:— "That the Whataupoko Road Board raise a sum of £400 for the purposes of constructing three bridges or culverts and forming and metalling the streets in Mangapapa Block." The Polling Booth will be open from 9 a.m. to 6 p.m.	[552, 606, 798, 722]
ad-text: WANTED—A Female Cook. Apply at Standard Office.	[552, 1412, 788, 1424]
ad-subheading: NOTED CASH GROCERS, EMERSON ST., NAPIER; GLADSTONE ROAD, GISBORNE.	[1333, 609, 1571, 634]
ad-text: The Peas will be counted out on FEBRUARY 1st, by a Committee selected by Investors. Should ties occur, the awards to be allotted by mutual arrangement.	[1070, 514, 1316, 552]
ad-subheading: (Late J. H. Eyre co), FAMILY AND DISPENSING CHEMIST HAS ON HAND AND TO ARRIVE,	[1343, 676, 1560, 701]
ad-heading: Superphosphate of Lime and Bone Dust.	[1593, 1101, 1846, 1145]
race-item: MAIDEN PLATE, of 25 sovs, 1½ miles	[1329, 1247, 1480, 1258]
divider	[1603, 1265, 1835, 1266]
programme-item: 2. Song (selected) ... Mrs Palairet	[552, 1102, 678, 1112]
ad-heading: TO TIMBER MERCHANTS.	[834, 744, 1034, 760]
price-row: Admission to Grand Stand and Saddling Paddock 2s 6d	[294, 1187, 539, 1199]
article-text: Messrs Tucker and Nolan yesterday saw Mr Bull, and will report to the Trustees. A representative of this journal also saw Mr Bull. He was very reticent, but said that he would not like to be treated himself as Milne had been on his reception at the Hospital.	[294, 327, 539, 390]
ad-subheading: JUST RECEIVED.	[1148, 600, 1238, 611]
prize-row: 1st Prize—Handsome Marble Clock 8 0 0	[1070, 380, 1316, 390]
concert-title: [CITY RINK] GRAND CONCERT,	[570, 753, 781, 800]
ad-heading: LOW VITALITY.	[1634, 688, 1804, 711]
ship-engraving	[823, 893, 1045, 922]
admission-list	[294, 1122, 539, 1212]
programme-item: 6. Song—"Good Company," Adams	[552, 1177, 688, 1187]
ad-signature: JOHN DIXON, Proprietor. December 5th, 1889.	[1645, 1490, 1851, 1502]
fete-item: Tea at 5 o'clock.	[811, 560, 872, 570]
ad-text: Have received instructions to Sell by Public Auction at their Mart TO-DAY (SATURDAY), 18th inst, at 11 a.m.— THE FOLLOWING PRIVILEGES in connection with the Gisborne Racing Club's Summer Meeting, to be held on 21st and 22nd January, 1890— 1. Inside (Grandstand) Booth 2. Outside Booth 3. Grandstand Dining Room 4. Outside Dining Room 5. Refreshment Stall 6. Cards 7. Right to take Charge of Horses.	[811, 121, 1057, 223]
ad-text: FREIGHT PAID ON ALL COASTAL ORDERS, FOR ONE MONTH FROM DATE.	[1336, 498, 1567, 523]
route-title: FOR HONOLULU AND SAN FRANCISCO FROM AUCKLAND.	[1596, 535, 1842, 558]
ad-heading: CHURCH OF ENGLAND	[846, 354, 1022, 370]
ad-text: CELEBRATION OF THE JUBILEE OF COLONY AT AUCKLAND, JANUARY 27th TO FEBRUARY 1st. CHEAP Return Tickets will be issued to Auckland between 14th and 18th January, available for return for four weeks from date of issue.	[811, 1308, 1057, 1371]
ad-heading: TAKE NOTICE.	[361, 787, 472, 802]
ad-heading: ELEVENTH YEAR OF PUBLICATION.	[1115, 652, 1271, 683]
ad-heading: JUST ARRIVED,	[1351, 854, 1552, 880]
divider	[827, 1215, 1041, 1216]
route-row: Omapere | Saturday, Feb. 1	[1587, 520, 1690, 530]
divider	[827, 738, 1041, 739]
ad-heading: IN BANKRUPTCY, WELLINGTON DISTRICT, IN THE SUPREME COURT OF NEW ZEALAND.	[296, 1308, 538, 1371]
